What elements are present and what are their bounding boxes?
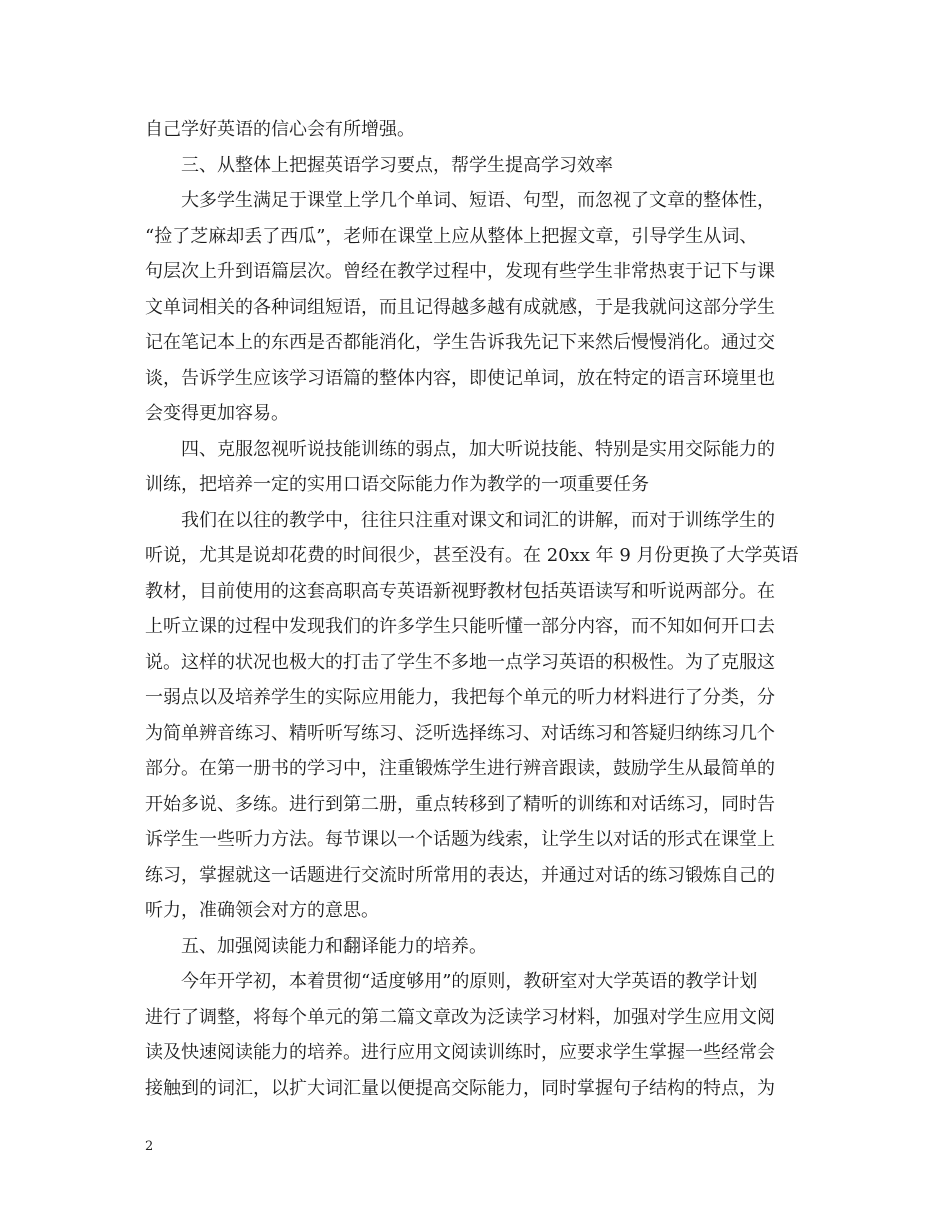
paragraph-line: 为简单辨音练习、精听听写练习、泛听选择练习、对话练习和答疑归纳练习几个 [145,722,775,744]
paragraph-line: 大多学生满足于课堂上学几个单词、短语、句型，而忽视了文章的整体性， [181,190,775,211]
section-heading: 四、克服忽视听说技能训练的弱点，加大听说技能、特别是实用交际能力的 [181,438,775,460]
document-body [145,112,810,1106]
section-heading: 三、从整体上把握英语学习要点，帮学生提高学习效率 [181,154,613,176]
paragraph-line: 上听立课的过程中发现我们的许多学生只能听懂一部分内容，而不知如何开口去 [145,616,775,637]
paragraph-line: 会变得更加容易。 [145,403,289,424]
page-number: 2 [145,1139,154,1154]
section-heading-continued: 训练，把培养一定的实用口语交际能力作为教学的一项重要任务 [145,474,649,495]
paragraph-line: 开始多说、多练。进行到第二册，重点转移到了精听的训练和对话练习，同时告 [145,793,775,815]
paragraph-line: 记在笔记本上的东西是否都能消化，学生告诉我先记下来然后慢慢消化。通过交 [145,332,775,353]
section-heading: 五、加强阅读能力和翻译能力的培养。 [181,935,487,957]
paragraph-line: “捡了芝麻却丢了西瓜”，老师在课堂上应从整体上把握文章，引导学生从词、 [145,225,758,247]
paragraph-line: 读及快速阅读能力的培养。进行应用文阅读训练时，应要求学生掌握一些经常会 [145,1042,775,1063]
paragraph-line: 进行了调整，将每个单元的第二篇文章改为泛读学习材料，加强对学生应用文阅 [145,1006,775,1028]
paragraph-line: 接触到的词汇，以扩大词汇量以便提高交际能力，同时掌握句子结构的特点，为 [145,1077,775,1099]
paragraph-line: 说。这样的状况也极大的打击了学生不多地一点学习英语的积极性。为了克服这 [145,651,775,673]
paragraph-line: 自己学好英语的信心会有所增强。 [145,119,415,140]
paragraph-line: 谈，告诉学生应该学习语篇的整体内容，即使记单词，放在特定的语言环境里也 [145,367,775,389]
paragraph-line: 练习，掌握就这一话题进行交流时所常用的表达，并通过对话的练习锻炼自己的 [145,864,775,886]
paragraph-line: 部分。在第一册书的学习中，注重锻炼学生进行辨音跟读，鼓励学生从最简单的 [145,758,775,779]
paragraph-line: 句层次上升到语篇层次。曾经在教学过程中，发现有些学生非常热衷于记下与课 [145,261,775,282]
paragraph-line: 听力，准确领会对方的意思。 [145,900,379,921]
paragraph-line: 我们在以往的教学中，往往只注重对课文和词汇的讲解，而对于训练学生的 [181,509,775,531]
paragraph-line: 今年开学初，本着贯彻“适度够用”的原则，教研室对大学英语的教学计划 [181,971,758,992]
paragraph-line: 听说，尤其是说却花费的时间很少，甚至没有。在 20xx 年 9 月份更换了大学英语 [145,545,799,566]
paragraph-line: 教材，目前使用的这套高职高专英语新视野教材包括英语读写和听说两部分。在 [145,580,775,602]
paragraph-line: 一弱点以及培养学生的实际应用能力，我把每个单元的听力材料进行了分类，分 [145,687,775,708]
paragraph-line: 诉学生一些听力方法。每节课以一个话题为线索，让学生以对话的形式在课堂上 [145,829,775,850]
paragraph-line: 文单词相关的各种词组短语，而且记得越多越有成就感，于是我就问这部分学生 [145,296,775,318]
